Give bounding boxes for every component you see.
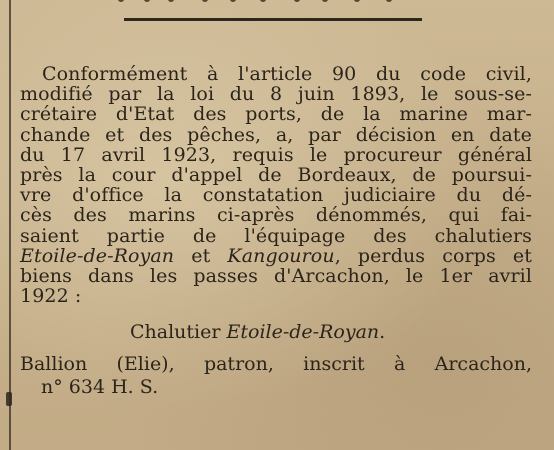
margin-mark [6, 392, 12, 406]
paragraph-line-ships [20, 246, 532, 266]
paragraph-line: cès des marins ci-après dénommés, qui fai- [20, 204, 532, 227]
paragraph-line: 1922 : [20, 285, 82, 308]
vessel-heading-label: Chalutier [130, 321, 227, 343]
paragraph-line: crétaire d'Etat des ports, de la marine mar- [20, 103, 532, 126]
vessel-heading [130, 321, 385, 343]
paragraph-line: vre d'office la constatation judiciaire du dé- [20, 184, 532, 207]
paragraph-text: , perdus corps et [334, 244, 533, 267]
paragraph-line: saient partie de l'équipage des chalutiers [20, 224, 532, 247]
paragraph-line: Conformément à l'article 90 du code civil, [42, 63, 532, 85]
ship-name: Etoile-de-Royan [226, 321, 380, 343]
notice-paragraph [20, 64, 532, 306]
heading-period: . [379, 321, 386, 343]
conjunction-text: et [174, 244, 228, 267]
section-divider [124, 18, 422, 21]
column-rule [9, 0, 11, 450]
cut-off-text-top [110, 0, 430, 8]
paragraph-line: chande et des pêches, a, par décision en date [20, 123, 532, 146]
paragraph-line: modifié par la loi du 8 juin 1893, le sous-se- [20, 83, 532, 106]
paragraph-line: biens dans les passes d'Arcachon, le 1er avril [20, 265, 532, 288]
paragraph-line: près la cour d'appel de Bordeaux, de poursui- [20, 164, 532, 187]
paragraph-line: du 17 avril 1923, requis le procureur général [20, 143, 532, 166]
ship-name: Etoile-de-Royan [20, 244, 175, 267]
ship-name: Kangourou [227, 244, 335, 267]
crew-entry-registration: n° 634 H. S. [41, 376, 159, 398]
crew-entry: Ballion (Elie), patron, inscrit à Arcachon, [20, 353, 532, 375]
